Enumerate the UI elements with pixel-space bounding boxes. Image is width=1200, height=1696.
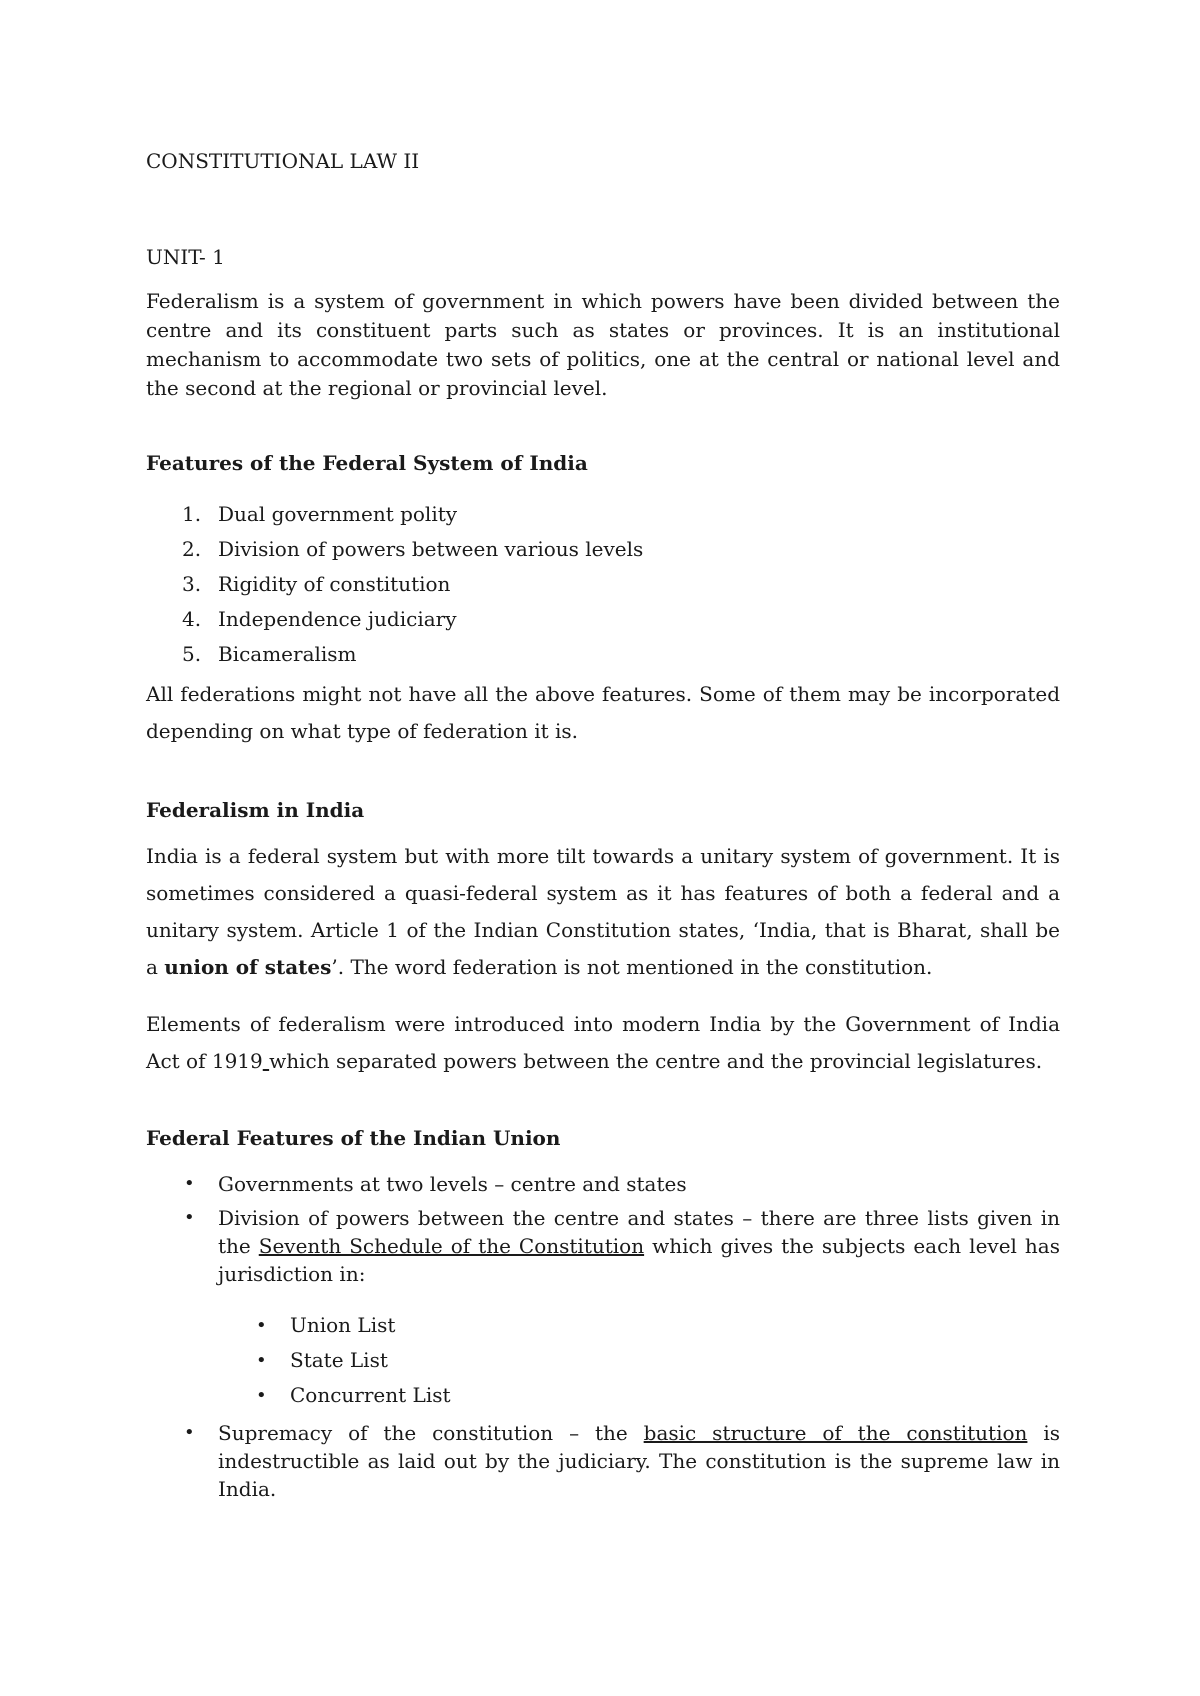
paragraph-text: India is a federal system but with more tilt towards a unitary system of government. It is sometimes considered a quasi-federal system as it has features of both a federal and a unitary system. Article 1 of the Indian Constitution states, ‘India, that is Bharat, shall be a — [146, 844, 1060, 979]
paragraph-text: ’. The word federation is not mentioned in the constitution. — [331, 955, 933, 979]
sub-list-item — [146, 1378, 1060, 1413]
list-item-text: is indestructible as laid out by the judiciary. The constitution is the supreme law in India. — [218, 1421, 1060, 1501]
list-item-text: Independence judiciary — [218, 607, 457, 631]
basic-structure-link[interactable]: basic structure of the constitution — [643, 1421, 1028, 1445]
seventh-schedule-link[interactable]: Seventh Schedule of the Constitution — [258, 1234, 645, 1258]
unit-label: UNIT- 1 — [146, 245, 225, 269]
list-number: 1. — [182, 502, 202, 526]
bullet-icon: • — [184, 1173, 195, 1194]
bullet-icon: • — [184, 1422, 195, 1443]
list-item — [146, 1419, 1060, 1503]
federal-features-list — [146, 1170, 1060, 1503]
list-item — [146, 1170, 1060, 1198]
bullet-icon: • — [256, 1315, 267, 1336]
paragraph-text: Elements of federalism were introduced into modern India by the Government of India Act of 1919 — [146, 1012, 1060, 1073]
federal-features-heading: Federal Features of the Indian Union — [146, 1126, 561, 1150]
bullet-icon: • — [184, 1207, 195, 1228]
list-number: 5. — [182, 642, 202, 666]
list-item — [146, 497, 1060, 532]
features-note: All federations might not have all the above features. Some of them may be incorporated depending on what type of federation it is. — [146, 682, 1060, 743]
list-item-text: Governments at two levels – centre and states — [218, 1172, 687, 1196]
document-title: CONSTITUTIONAL LAW II — [146, 149, 420, 173]
lists-sublist — [218, 1308, 1060, 1413]
list-item-text: Division of powers between various levels — [218, 537, 644, 561]
sub-list-item — [146, 1343, 1060, 1378]
list-number: 4. — [182, 607, 202, 631]
intro-paragraph: Federalism is a system of government in which powers have been divided between the centre and its constituent parts such as states or provinces. It is an institutional mechanism to accommodate two sets of politics, one at the central or national level and the second at the regional or provincial level. — [146, 289, 1060, 400]
document-content — [146, 145, 1060, 1509]
list-number: 2. — [182, 537, 202, 561]
paragraph-text: which separated powers between the centre and the provincial legislatures. — [269, 1049, 1043, 1073]
bold-phrase: union of states — [164, 955, 332, 979]
india-paragraph-2 — [146, 1006, 1060, 1080]
federalism-in-india-heading: Federalism in India — [146, 798, 365, 822]
list-item — [146, 602, 1060, 637]
sub-list-item-text: Union List — [290, 1313, 396, 1337]
list-item-text: Dual government polity — [218, 502, 458, 526]
list-item — [146, 637, 1060, 672]
sub-list-item-text: State List — [290, 1348, 388, 1372]
list-item-text: Division of powers between the centre and states – there are three lists given in the — [218, 1206, 1060, 1258]
features-list — [146, 497, 1060, 672]
list-number: 3. — [182, 572, 202, 596]
features-heading: Features of the Federal System of India — [146, 451, 588, 475]
list-item — [146, 567, 1060, 602]
sub-list-item — [146, 1308, 1060, 1343]
sub-list-item-text: Concurrent List — [290, 1383, 451, 1407]
list-item-text: Bicameralism — [218, 642, 357, 666]
list-item-text: which gives the subjects each level has jurisdiction in: — [218, 1234, 1060, 1286]
bullet-icon: • — [256, 1385, 267, 1406]
list-item — [146, 532, 1060, 567]
bullet-icon: • — [256, 1350, 267, 1371]
india-paragraph-1 — [146, 838, 1060, 986]
list-item — [146, 1204, 1060, 1413]
list-item-text: Rigidity of constitution — [218, 572, 451, 596]
list-item-text: Supremacy of the constitution – the — [218, 1421, 644, 1445]
